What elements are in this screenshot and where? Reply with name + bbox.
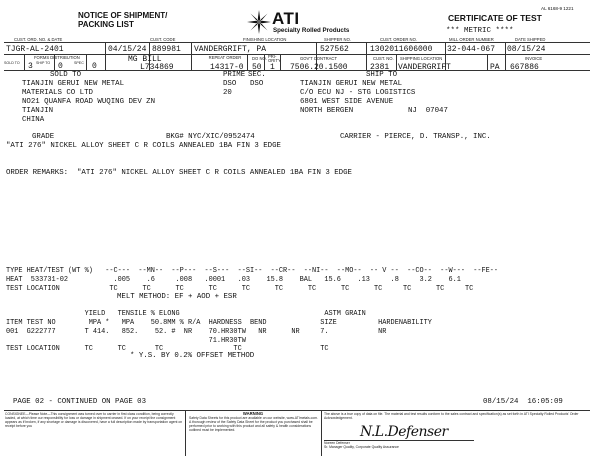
label-date-shipped: DATE SHIPPED	[515, 37, 546, 42]
dist-sold-to: 3	[28, 62, 33, 71]
dist-spec: 0	[92, 62, 97, 71]
ati-star-icon	[247, 10, 271, 34]
invoice-number: 667886	[510, 63, 539, 72]
label-ship-to-small: SHIP TO	[36, 61, 51, 65]
mech-test-location: TEST LOCATION TC TC TC TC TC	[6, 345, 329, 353]
signer-name: Noreen Defenser	[324, 441, 350, 445]
grid-line	[366, 42, 367, 70]
warning-text: Safety Data Sheets for this product are available on our website, www.ATImetals.com. A thorough review of the Safety Data Sheet for the product you purchased shall be performed prior to working with this product and all safety & health considerations outlined must be implemented.	[189, 416, 319, 433]
order-remarks: ORDER REMARKS: "ATI 276" NICKEL ALLOY SHEET C R COILS ANNEALED 1BA FIN 3 EDGE	[6, 169, 352, 177]
form-number: AL 6168-9 1221	[541, 6, 574, 11]
label-shipping-location: SHIPPING LOCATION	[400, 56, 443, 61]
signature: N.L.Defenser	[360, 424, 448, 440]
consignee-notice: CONSIGNEE—Please Note—This consignment was turned over to carrier in first class condition, being correctly loaded, at which time our responsibility for loss or damage in shipment ceased. If on your receipt the consignment appears as if broken, if any shortage or damage is discovered, have a full description made by transportation agent on receipt before you	[5, 412, 183, 429]
do-number: 50	[252, 63, 262, 72]
notice-title-line2: PACKING LIST	[78, 20, 134, 29]
ship-to-line: NORTH BERGEN	[300, 107, 354, 115]
ship-to-heading: SHIP TO	[366, 71, 398, 79]
grid-line	[280, 54, 281, 70]
prime-heading: PRIME	[223, 71, 246, 79]
label-do: DO NO.	[252, 56, 267, 61]
grid-line	[487, 54, 488, 70]
mg-bill-number: L734869	[140, 63, 174, 72]
grid-line	[4, 70, 590, 71]
cust-no: 2381	[370, 63, 390, 72]
cust-ord-date: 04/15/24	[108, 45, 147, 54]
sec-value: DSO	[250, 80, 264, 88]
mill-order-no: 32-044-067	[447, 45, 496, 54]
cust-code: 889981	[152, 45, 181, 54]
yield-note: * Y.S. BY 0.2% OFFSET METHOD	[130, 352, 255, 360]
print-date-time: 08/15/24 16:05:09	[483, 398, 563, 406]
mech-row: 001 G222777 T 414. 852. 52. # NR 70.HR30TW NR NR 7. NR	[6, 328, 387, 336]
grid-line	[24, 54, 25, 70]
sold-to-line: TIANJIN	[22, 107, 54, 115]
label-cust-code: CUST. CODE	[150, 37, 176, 42]
grid-line	[505, 42, 506, 70]
grid-line	[4, 54, 590, 55]
cust-order-no: 1302011606000	[370, 45, 433, 54]
page-continuation: PAGE 02 - CONTINUED ON PAGE 03	[13, 398, 147, 406]
label-shipper-no: SHIPPER NO.	[324, 37, 351, 42]
finishing-location: VANDERGRIFT, PA	[194, 45, 267, 54]
dist-ship-to: 0	[58, 62, 63, 71]
ati-logo-subtitle: Specialty Rolled Products	[273, 27, 350, 34]
grid-line	[105, 42, 106, 70]
ati-logo-text: ATI	[272, 9, 300, 28]
product-description: "ATI 276" NICKEL ALLOY SHEET C R COILS ANNEALED 1BA FIN 3 EDGE	[6, 142, 281, 150]
mech-header-2: ITEM TEST NO MPA * MPA 50.8MM % R/A HARDNESS BEND SIZE HARDENABILITY	[6, 319, 432, 327]
mg-bill-label: MG BILL	[128, 55, 162, 64]
label-mill-order-no: MILL ORDER NUMBER	[449, 37, 494, 42]
grid-line	[86, 54, 87, 70]
grid-line	[54, 54, 55, 70]
ati-logo	[247, 8, 367, 36]
signer-title: Sr. Manager Quality, Corporate Quality Assurance	[324, 445, 399, 449]
repeat-order: 14317-0	[210, 63, 244, 72]
grid-line	[247, 54, 248, 70]
sold-to-line: TIANJIN GERUI NEW METAL	[22, 80, 125, 88]
shipping-state: PA	[490, 63, 500, 72]
mech-header-1: YIELD TENSILE % ELONG ASTM GRAIN	[6, 310, 366, 318]
certification-statement: The above is a true copy of data on file. The material and test results conform to the sales contract and specification(s) as set forth in ATI Specialty Rolled Products' Order Acknowledgement.	[324, 412, 579, 421]
grid-line	[264, 54, 265, 70]
shipper-no: 527562	[320, 45, 349, 54]
chem-header: TYPE HEAT/TEST (WT %) --C--- --MN-- --P--- --S--- --SI-- --CR-- --NI-- --MO-- -- V -- --CO-- --W--- --FE--	[6, 267, 499, 275]
date-shipped: 08/15/24	[507, 45, 546, 54]
label-sold-to-small: SOLD TO	[4, 61, 20, 65]
ship-to-line: TIANJIN GERUI NEW METAL	[300, 80, 403, 88]
ship-to-line: 6801 WEST SIDE AVENUE	[300, 98, 394, 106]
label-forms-distribution: FORMS DISTRIBUTION	[34, 55, 80, 60]
ship-to-line: NJ 07047	[408, 107, 448, 115]
label-govt-contract: GOV'T CONTRACT	[300, 56, 338, 61]
label-cust-ord: CUST. ORD. NO. & DATE	[14, 37, 63, 42]
sold-to-heading: SOLD TO	[50, 71, 82, 79]
grid-line	[396, 54, 397, 70]
prime-value-2: 20	[223, 89, 232, 97]
grade-label: GRADE	[32, 133, 55, 141]
carrier: CARRIER - PIERCE, D. TRANSP., INC.	[340, 133, 491, 141]
sec-heading: SEC.	[248, 71, 266, 79]
sold-to-line: MATERIALS CO LTD	[22, 89, 93, 97]
chem-test-location: TEST LOCATION TC TC TC TC TC TC TC TC TC TC TC TC	[6, 285, 474, 293]
label-finishing-location: FINISHING LOCATION	[243, 37, 287, 42]
booking-number: BKG# NYC/XIC/0952474	[166, 133, 255, 141]
sold-to-line: NO21 QUANFA ROAD WUQING DEV ZN	[22, 98, 156, 106]
prime-value: DSO	[223, 80, 237, 88]
label-cust-no: CUST. NO.	[373, 56, 394, 61]
footer-divider	[185, 410, 186, 456]
shipping-location: VANDERGRIFT	[398, 63, 451, 72]
chem-heat-row: HEAT 533731-02 .005 .6 .008 .0001 .03 15.8 BAL 15.6 .13 .8 3.2 6.1	[6, 276, 461, 284]
metric-indicator: *** METRIC ****	[446, 27, 514, 35]
label-priority: PRI- ORITY	[268, 54, 281, 64]
sold-to-line: CHINA	[22, 116, 45, 124]
label-cust-order-no: CUST. ORDER NO.	[380, 37, 417, 42]
certificate-title: CERTIFICATE OF TEST	[448, 13, 542, 23]
label-repeat-order: REPEAT ORDER	[208, 55, 242, 60]
cust-ord-no: TJGR-AL-2401	[6, 45, 64, 54]
footer-divider	[321, 410, 322, 456]
mech-row-2: 71.HR30TW	[6, 337, 246, 345]
warning-title: WARNING	[242, 411, 264, 416]
ship-to-line: C/O ECU NJ - STG LOGISTICS	[300, 89, 416, 97]
grid-line	[191, 42, 192, 70]
label-invoice: INVOICE	[525, 56, 543, 61]
priority: 1	[270, 63, 275, 72]
melt-method: MELT METHOD: EF + AOD + ESR	[117, 293, 237, 301]
notice-title-line1: NOTICE OF SHIPMENT/	[78, 11, 168, 20]
label-spec: SPEC	[74, 61, 84, 65]
grid-line	[4, 42, 590, 43]
govt-contract: 7506.20.1500	[290, 63, 348, 72]
